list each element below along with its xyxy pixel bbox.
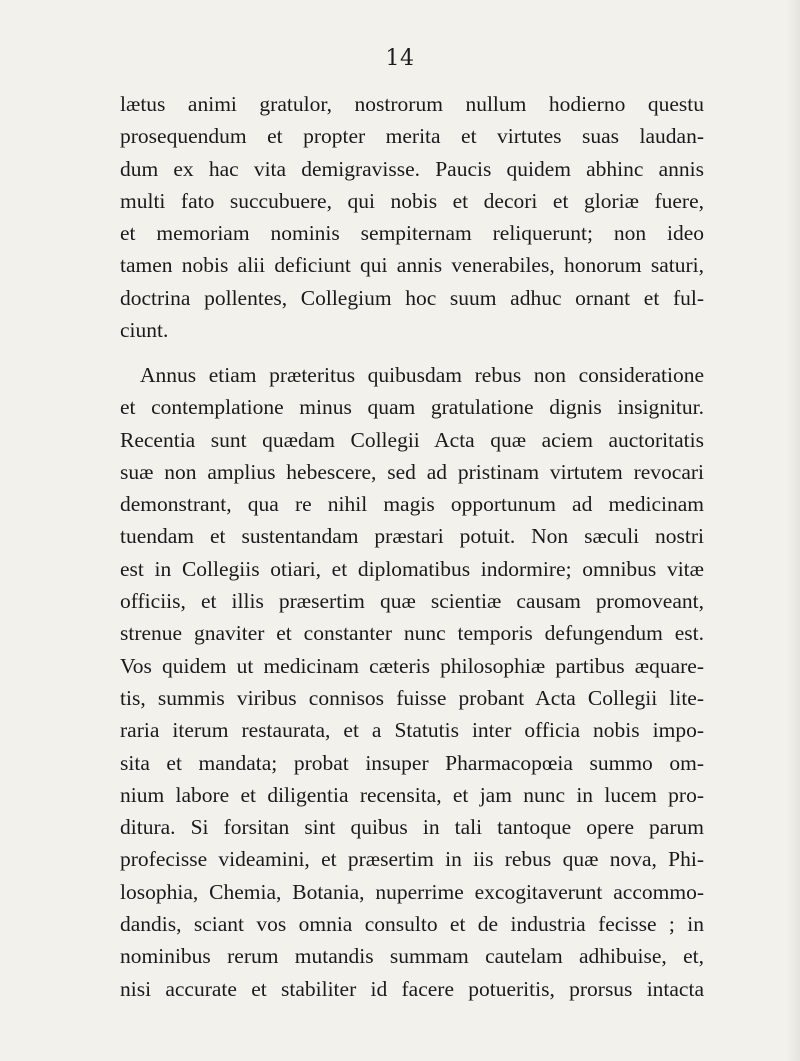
text-line: raria iterum restaurata, et a Statutis inter officia nobis impo- [120, 718, 704, 743]
text-line: nisi accurate et stabiliter id facere potueritis, prorsus intacta [120, 976, 704, 1001]
text-line: ditura. Si forsitan sint quibus in tali tantoque opere parum [120, 815, 704, 840]
text-line: tuendam et sustentandam præstari potuit. Non sæculi nostri [120, 524, 704, 549]
text-line: doctrina pollentes, Collegium hoc suum adhuc ornant et ful- [120, 285, 704, 310]
text-line: tis, summis viribus connisos fuisse probant Acta Collegii lite- [120, 685, 704, 710]
text-line: officiis, et illis præsertim quæ scientiæ causam promoveant, [120, 589, 704, 614]
text-line: et contemplatione minus quam gratulatione dignis insignitur. [120, 395, 704, 420]
page-number: 14 [385, 46, 415, 71]
text-line: et memoriam nominis sempiternam reliquerunt; non ideo [120, 221, 704, 246]
paragraph-2 [120, 359, 704, 1005]
paragraph-1 [120, 88, 704, 346]
text-line: sita et mandata; probat insuper Pharmacopœia summo om- [120, 750, 704, 775]
text-line: nominibus rerum mutandis summam cautelam adhibuise, et, [120, 944, 704, 969]
text-line: dandis, sciant vos omnia consulto et de industria fecisse ; in [120, 912, 704, 937]
text-line: prosequendum et propter merita et virtutes suas laudan- [120, 124, 704, 149]
text-line: Recentia sunt quædam Collegii Acta quæ aciem auctoritatis [120, 427, 704, 452]
text-line: Vos quidem ut medicinam cæteris philosophiæ partibus æquare- [120, 653, 704, 678]
text-line: ciunt. [120, 318, 169, 343]
text-line: strenue gnaviter et constanter nunc temporis defungendum est. [120, 621, 704, 646]
text-line: tamen nobis alii deficiunt qui annis venerabiles, honorum saturi, [120, 253, 704, 278]
text-line: demonstrant, qua re nihil magis opportunum ad medicinam [120, 492, 704, 517]
text-line: nium labore et diligentia recensita, et jam nunc in lucem pro- [120, 782, 704, 807]
text-line: lætus animi gratulor, nostrorum nullum hodierno questu [120, 92, 704, 116]
page-edge-shadow [786, 0, 800, 1061]
text-line: Annus etiam præteritus quibusdam rebus non consideratione [140, 363, 704, 387]
text-line: dum ex hac vita demigravisse. Paucis quidem abhinc annis [120, 156, 704, 181]
text-line: suæ non amplius hebescere, sed ad pristinam virtutem revocari [120, 459, 704, 484]
text-line: multi fato succubuere, qui nobis et decori et gloriæ fuere, [120, 188, 704, 213]
text-line: losophia, Chemia, Botania, nuperrime excogitaverunt accommo- [120, 879, 704, 904]
text-line: est in Collegiis otiari, et diplomatibus indormire; omnibus vitæ [120, 556, 704, 581]
text-line: profecisse videamini, et præsertim in iis rebus quæ nova, Phi- [120, 847, 704, 872]
